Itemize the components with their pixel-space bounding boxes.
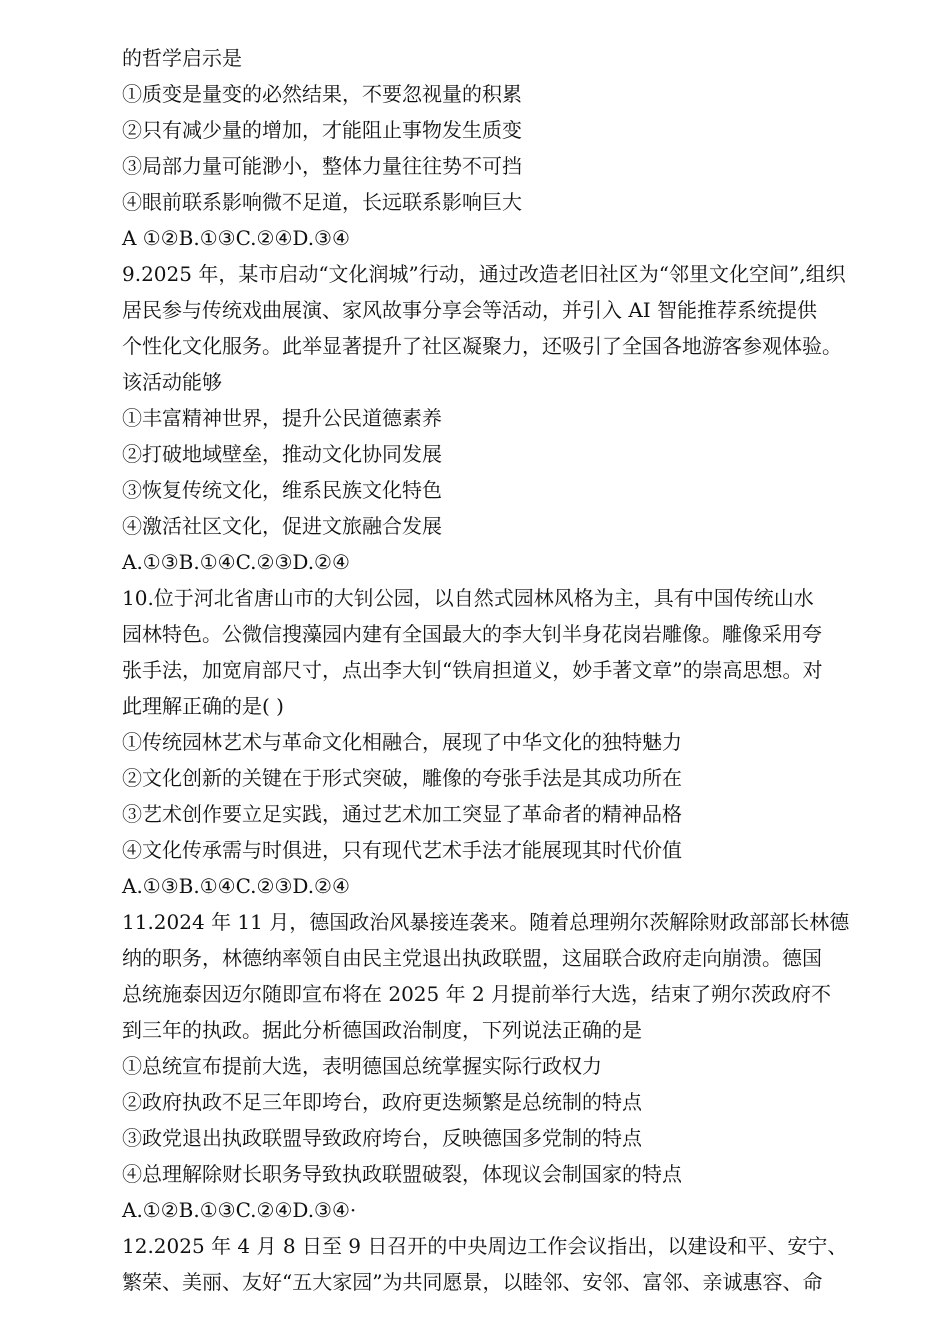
- question-11-option-3: ③政党退出执政联盟导致政府垮台，反映德国多党制的特点: [122, 1126, 642, 1150]
- question-8-option-1: ①质变是量变的必然结果，不要忽视量的积累: [122, 82, 522, 106]
- question-9: [122, 256, 882, 580]
- question-11-stem-line-3: 总统施泰因迈尔随即宣布将在 2025 年 2 月提前举行大选，结束了朔尔茨政府不: [122, 982, 832, 1006]
- question-11-stem-line-1: 11.2024 年 11 月，德国政治风暴接连袭来。随着总理朔尔茨解除财政部部长林德: [122, 910, 850, 934]
- question-8-option-3: ③局部力量可能渺小，整体力量往往势不可挡: [122, 154, 522, 178]
- question-8-stem: 的哲学启示是: [122, 46, 242, 70]
- question-9-option-1: ①丰富精神世界，提升公民道德素养: [122, 406, 442, 430]
- question-10-option-3: ③艺术创作要立足实践，通过艺术加工突显了革命者的精神品格: [122, 802, 682, 826]
- question-9-stem-line-4: 该活动能够: [122, 370, 222, 394]
- question-12: [122, 1228, 882, 1300]
- question-10: [122, 580, 882, 904]
- question-11: [122, 904, 882, 1228]
- question-10-option-4: ④文化传承需与时俱进，只有现代艺术手法才能展现其时代价值: [122, 838, 682, 862]
- question-11-stem-line-4: 到三年的执政。据此分析德国政治制度，下列说法正确的是: [122, 1018, 642, 1042]
- question-10-option-2: ②文化创新的关键在于形式突破，雕像的夸张手法是其成功所在: [122, 766, 682, 790]
- question-9-stem-line-3: 个性化文化服务。此举显著提升了社区凝聚力，还吸引了全国各地游客参观体验。: [122, 334, 842, 358]
- question-11-option-1: ①总统宣布提前大选，表明德国总统掌握实际行政权力: [122, 1054, 602, 1078]
- question-11-option-2: ②政府执政不足三年即垮台，政府更迭频繁是总统制的特点: [122, 1090, 642, 1114]
- question-8-option-4: ④眼前联系影响微不足道，长远联系影响巨大: [122, 190, 522, 214]
- question-9-choices: A.①③B.①④C.②③D.②④: [122, 550, 350, 574]
- question-9-option-3: ③恢复传统文化，维系民族文化特色: [122, 478, 442, 502]
- question-10-stem-line-4: 此理解正确的是( ): [122, 694, 284, 718]
- question-8: [122, 40, 882, 256]
- question-8-choices: A ①②B.①③C.②④D.③④: [122, 226, 350, 250]
- question-10-choices: A.①③B.①④C.②③D.②④: [122, 874, 350, 898]
- question-10-stem-line-2: 园林特色。公微信搜藻园内建有全国最大的李大钊半身花岗岩雕像。雕像采用夸: [122, 622, 822, 646]
- question-10-option-1: ①传统园林艺术与革命文化相融合，展现了中华文化的独特魅力: [122, 730, 682, 754]
- question-9-option-4: ④激活社区文化，促进文旅融合发展: [122, 514, 442, 538]
- question-10-stem-line-1: 10.位于河北省唐山市的大钊公园，以自然式园林风格为主，具有中国传统山水: [122, 586, 814, 610]
- question-10-stem-line-3: 张手法，加宽肩部尺寸，点出李大钊“铁肩担道义，妙手著文章”的崇高思想。对: [122, 658, 823, 682]
- question-12-stem-line-1: 12.2025 年 4 月 8 日至 9 日召开的中央周边工作会议指出，以建设和平、安宁、: [122, 1234, 848, 1258]
- question-11-choices: A.①②B.①③C.②④D.③④·: [122, 1198, 357, 1222]
- question-12-stem-line-2: 繁荣、美丽、友好“五大家园”为共同愿景，以睦邻、安邻、富邻、亲诚惠容、命: [122, 1270, 823, 1294]
- exam-page: [122, 40, 882, 1300]
- question-8-option-2: ②只有减少量的增加，才能阻止事物发生质变: [122, 118, 522, 142]
- question-11-stem-line-2: 纳的职务，林德纳率领自由民主党退出执政联盟，这届联合政府走向崩溃。德国: [122, 946, 822, 970]
- question-11-option-4: ④总理解除财长职务导致执政联盟破裂，体现议会制国家的特点: [122, 1162, 682, 1186]
- question-9-option-2: ②打破地域壁垒，推动文化协同发展: [122, 442, 442, 466]
- question-9-stem-line-1: 9.2025 年，某市启动“文化润城”行动，通过改造老旧社区为“邻里文化空间”,组织: [122, 262, 846, 286]
- question-9-stem-line-2: 居民参与传统戏曲展演、家风故事分享会等活动，并引入 AI 智能推荐系统提供: [122, 298, 818, 322]
